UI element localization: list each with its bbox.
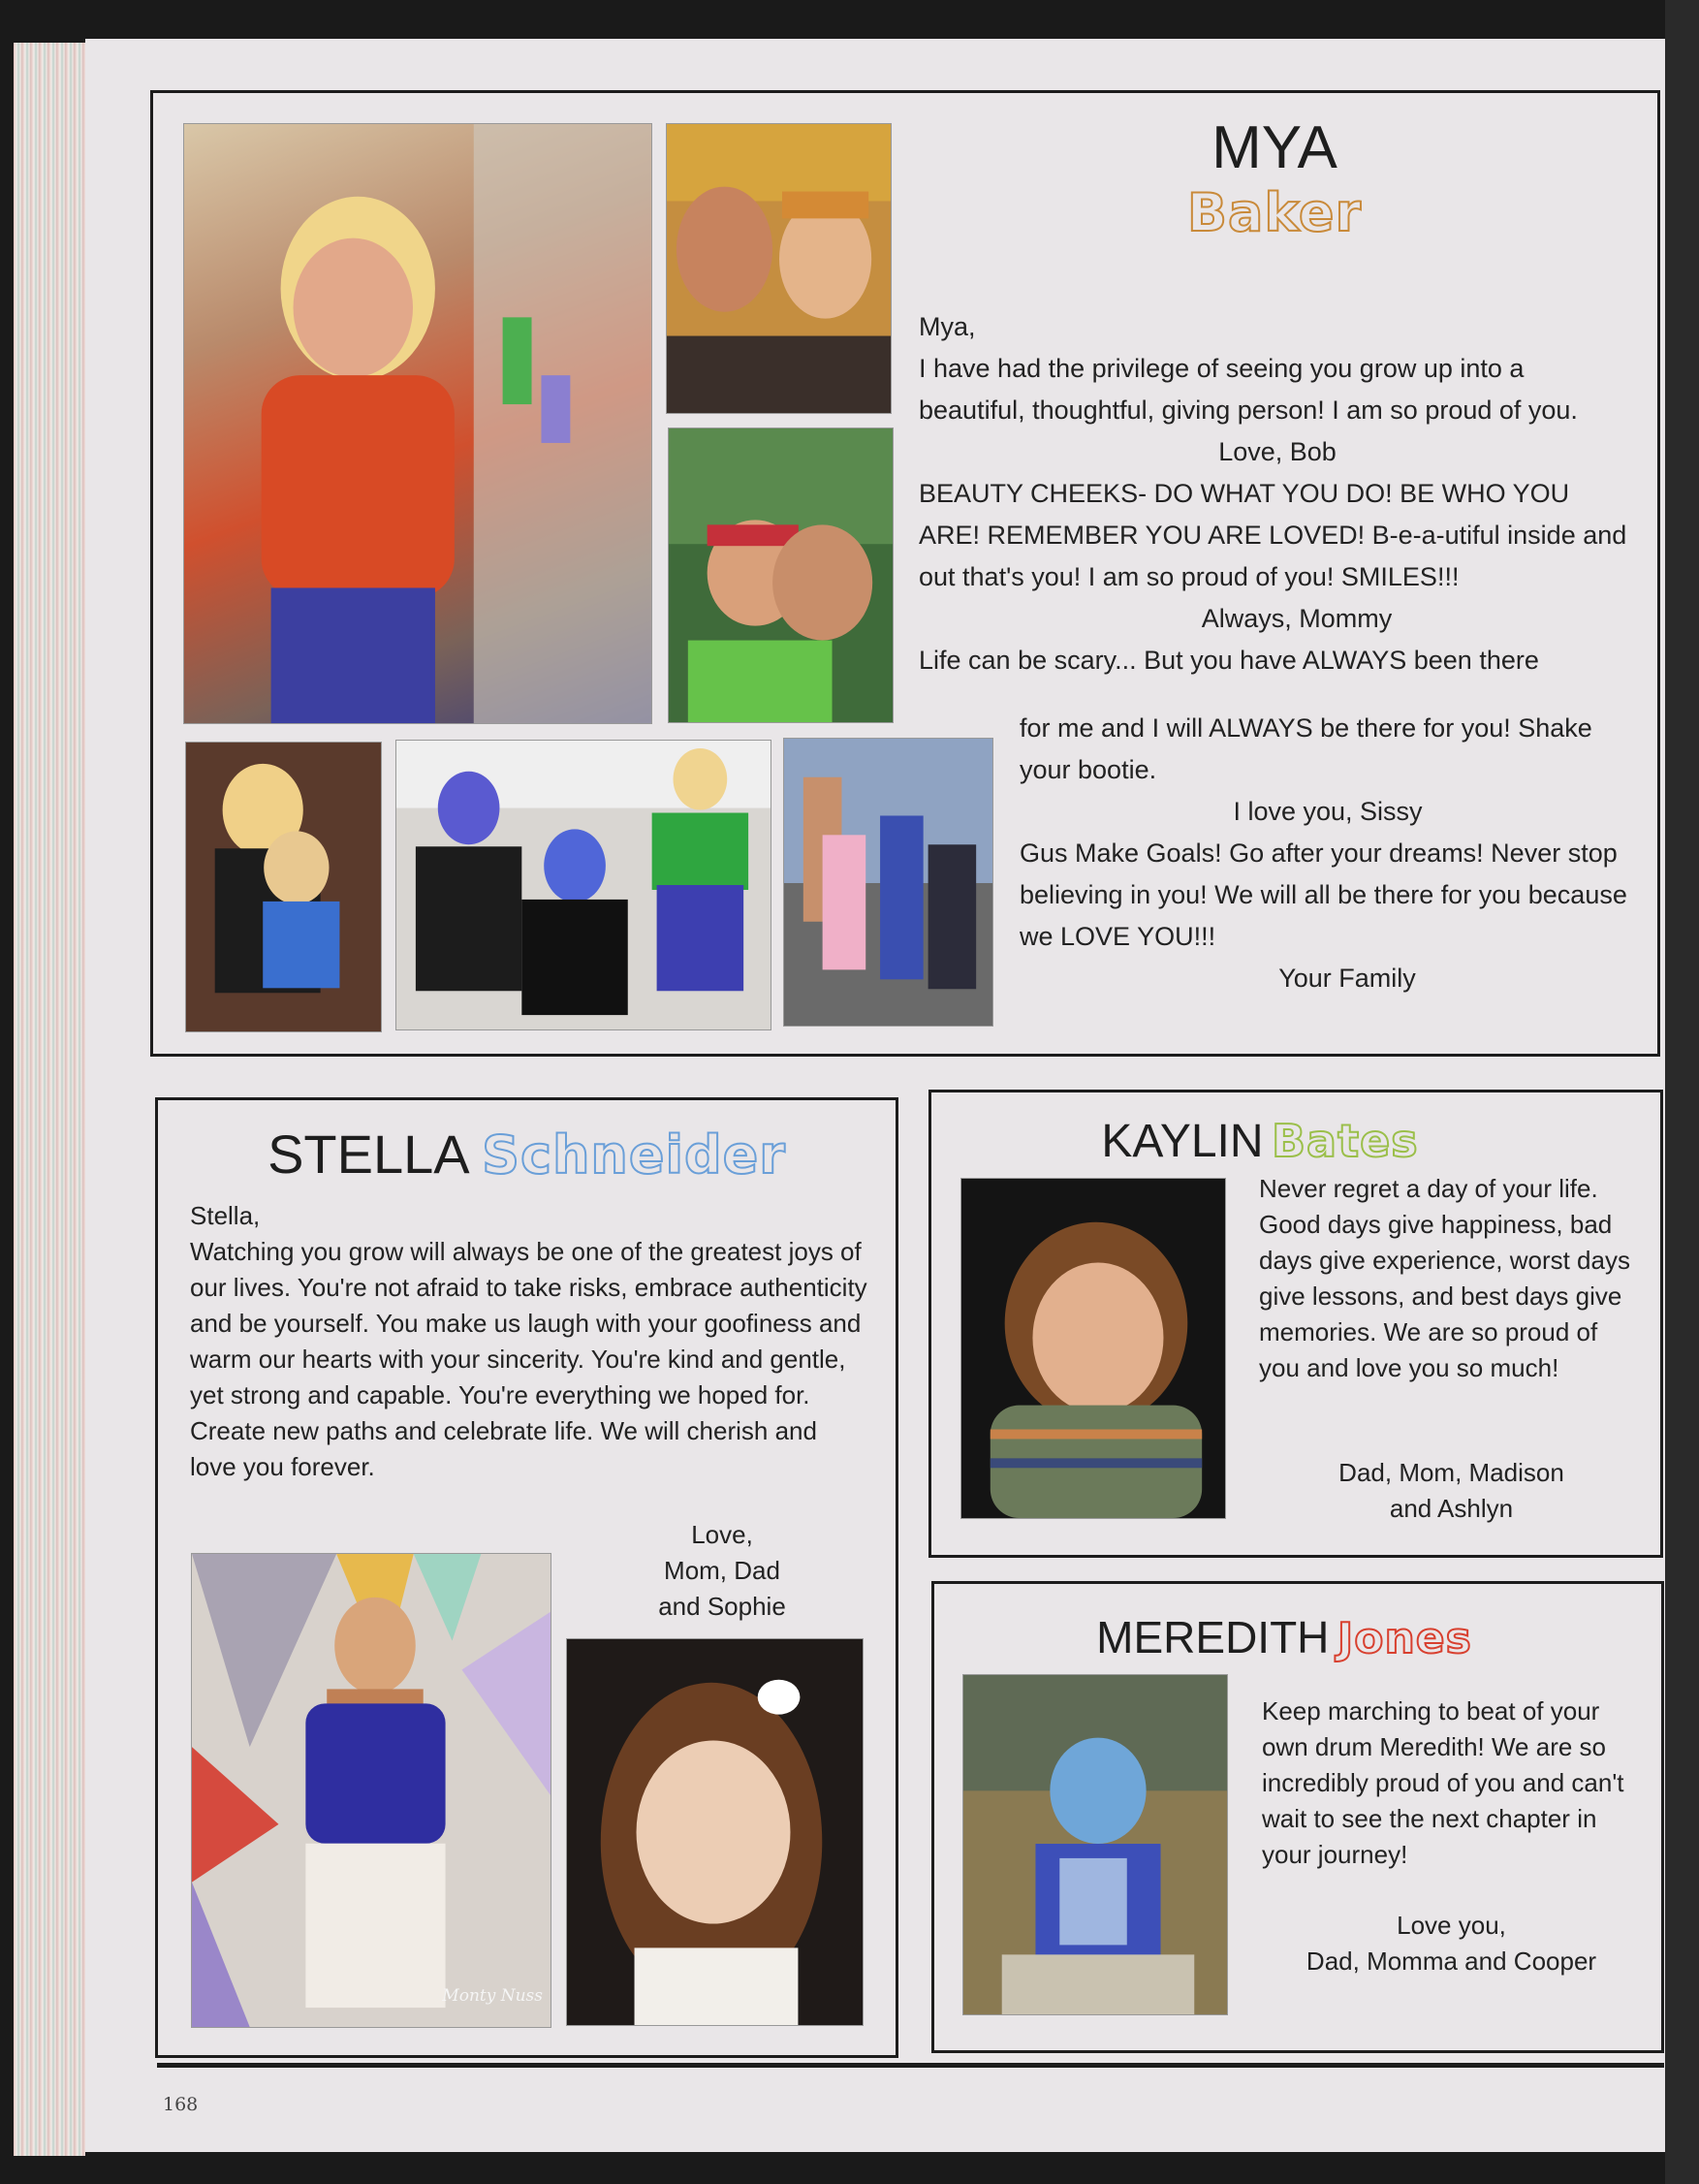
stella-sign-line1: Love, [691, 1520, 753, 1549]
stella-first-name: STELLA [267, 1124, 470, 1185]
stella-message-block [190, 1198, 868, 1485]
mya-sissy-line2: for me and I will ALWAYS be there for you! Shake your bootie. [1020, 713, 1592, 784]
kaylin-signature [1260, 1455, 1643, 1527]
mya-halloween-photo [395, 740, 771, 1030]
meredith-message: Keep marching to beat of your own drum Meredith! We are so incredibly proud of you and can't wait to see the next chapter in your journey! [1262, 1696, 1624, 1869]
page-number: 168 [163, 2094, 199, 2115]
mya-family-photo [783, 738, 993, 1027]
mya-hug-photo [668, 427, 894, 723]
stella-name-heading [165, 1123, 889, 1186]
kaylin-sign-line1: Dad, Mom, Madison [1338, 1458, 1564, 1487]
mya-first-name: MYA [1211, 114, 1337, 181]
mya-sissy-signature: I love you, Sissy [1233, 797, 1423, 826]
mya-with-dad-photo [666, 123, 892, 414]
stella-signature [620, 1517, 824, 1625]
meredith-costume-photo [962, 1674, 1228, 2015]
mya-salutation: Mya, [919, 312, 976, 341]
meredith-sign-line1: Love you, [1397, 1911, 1506, 1940]
kaylin-sign-line2: and Ashlyn [1389, 1494, 1514, 1523]
meredith-name-heading [1047, 1611, 1522, 1663]
stella-senior-photo [191, 1553, 551, 2028]
stella-child-photo [566, 1638, 864, 2026]
kaylin-first-name: KAYLIN [1101, 1116, 1264, 1167]
stella-sign-line2: Mom, Dad [664, 1556, 780, 1585]
book-spine [1665, 0, 1699, 2184]
mya-messages [919, 306, 1636, 681]
mya-toddler-photo [183, 123, 652, 724]
page-bottom-rule [157, 2063, 1664, 2068]
kaylin-name-heading [1066, 1115, 1454, 1168]
mya-lower-messages [1020, 708, 1636, 999]
kaylin-message: Never regret a day of your life. Good days give happiness, bad days give experience, worst days give lessons, and best days give memories. We are so proud of you and love you so much! [1259, 1174, 1630, 1382]
mya-family-message: Gus Make Goals! Go after your dreams! Never stop believing in you! We will all be there for you because we LOVE YOU!!! [1020, 839, 1627, 951]
mya-mommy-signature: Always, Mommy [1201, 604, 1393, 633]
meredith-sign-line2: Dad, Momma and Cooper [1306, 1947, 1597, 1976]
stella-sign-line3: and Sophie [658, 1592, 786, 1621]
mya-family-signature: Your Family [1278, 964, 1416, 993]
mya-bob-message: I have had the privilege of seeing you grow up into a beautiful, thoughtful, giving person! I am so proud of you. [919, 354, 1578, 425]
stella-last-name: Schneider [482, 1124, 786, 1186]
meredith-last-name: Jones [1337, 1614, 1472, 1663]
photographer-watermark: Monty Nuss [442, 1986, 543, 2006]
mya-name-heading [1124, 114, 1425, 244]
mya-sissy-line1: Life can be scary... But you have ALWAYS been there [919, 646, 1539, 675]
kaylin-portrait-photo [960, 1178, 1226, 1519]
mya-sisters-photo [185, 742, 382, 1032]
mya-bob-signature: Love, Bob [1218, 437, 1337, 466]
mya-mommy-message: BEAUTY CHEEKS- DO WHAT YOU DO! BE WHO YOU ARE! REMEMBER YOU ARE LOVED! B-e-a-utiful inside and out that's you! I am so proud of you! SMILES!!! [919, 479, 1627, 591]
stella-message: Watching you grow will always be one of the greatest joys of our lives. You're not afraid to take risks, embrace authenticity and be yourself. You make us laugh with your goofiness and warm our hearts with your sincerity. You're kind and gentle, yet strong and capable. You're everything we hoped for. Create new paths and celebrate life. We will cherish and love you forever. [190, 1237, 867, 1481]
mya-last-name: Baker [1186, 182, 1363, 243]
stella-salutation: Stella, [190, 1201, 261, 1230]
book-page-edges [14, 43, 85, 2156]
meredith-first-name: MEREDITH [1096, 1612, 1330, 1662]
kaylin-last-name: Bates [1271, 1115, 1419, 1167]
meredith-signature [1260, 1908, 1643, 1979]
